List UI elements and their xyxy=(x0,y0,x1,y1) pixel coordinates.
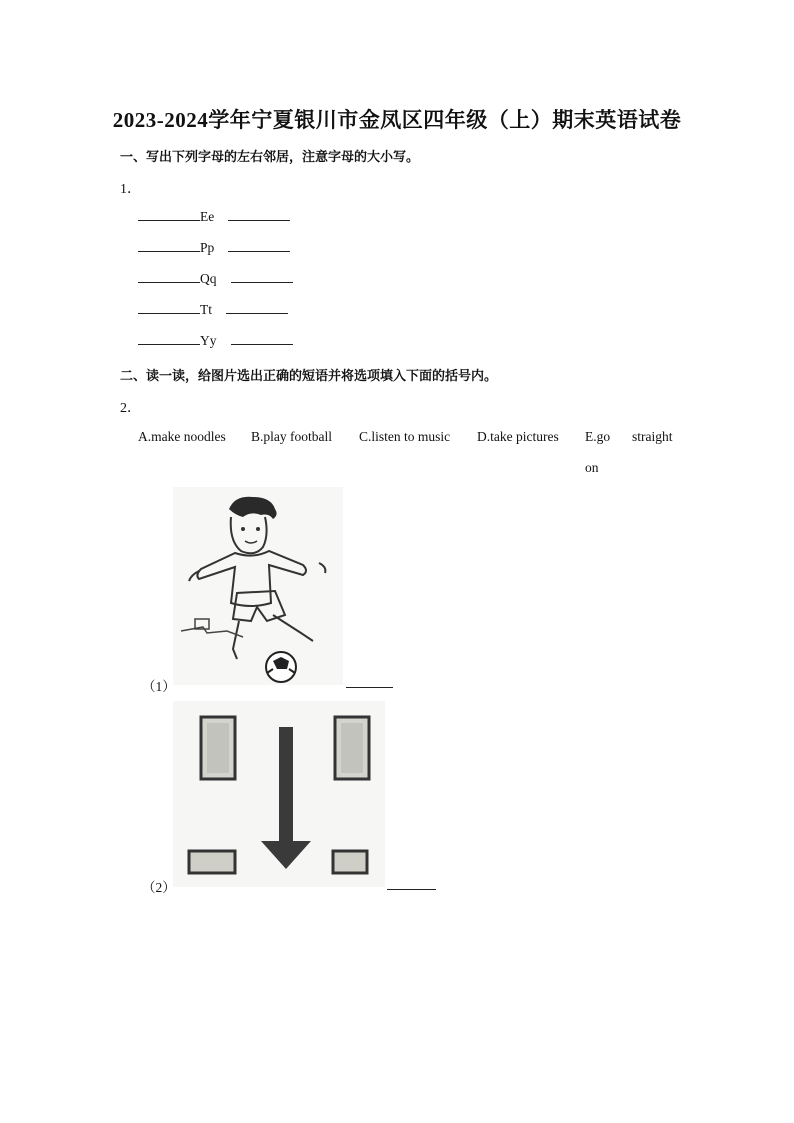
item-2-answer-blank[interactable] xyxy=(387,888,436,890)
letter-pair: Ee xyxy=(200,209,215,224)
item-2-label: （2） xyxy=(142,880,176,895)
letter-row xyxy=(138,209,290,225)
option-e-wrap: on xyxy=(585,460,599,475)
option-d: D.take pictures xyxy=(477,429,559,444)
section-2-heading: 二、读一读，给图片选出正确的短语并将选项填入下面的括号内。 xyxy=(120,368,498,383)
answer-blank-right[interactable] xyxy=(228,240,290,252)
answer-blank-left[interactable] xyxy=(138,209,200,221)
item-1-label: （1） xyxy=(142,679,176,694)
boy-kicking-ball-icon xyxy=(173,487,343,685)
letter-pair: Tt xyxy=(200,302,212,317)
page-title: 2023-2024学年宁夏银川市金凤区四年级（上）期末英语试卷 xyxy=(112,108,682,132)
letter-pair: Yy xyxy=(200,333,217,348)
option-a: A.make noodles xyxy=(138,429,226,444)
letter-row xyxy=(138,271,293,287)
question-1-number: 1． xyxy=(120,182,141,197)
answer-blank-right[interactable] xyxy=(231,271,293,283)
option-e-continued: straight xyxy=(632,429,673,444)
letter-pair: Qq xyxy=(200,271,217,286)
answer-blank-right[interactable] xyxy=(228,209,290,221)
question-2-number: 2． xyxy=(120,401,141,416)
letter-pair: Pp xyxy=(200,240,215,255)
answer-blank-left[interactable] xyxy=(138,271,200,283)
answer-blank-right[interactable] xyxy=(231,333,293,345)
item-1-answer-blank[interactable] xyxy=(346,686,393,688)
answer-blank-left[interactable] xyxy=(138,333,200,345)
option-c: C.listen to music xyxy=(359,429,451,444)
section-1-heading: 一、写出下列字母的左右邻居，注意字母的大小写。 xyxy=(120,149,420,164)
option-b: B.play football xyxy=(251,429,332,444)
answer-blank-left[interactable] xyxy=(138,302,200,314)
straight-arrow-picture xyxy=(173,701,385,887)
football-picture xyxy=(173,487,343,685)
letter-row xyxy=(138,333,293,349)
option-e: E.go xyxy=(585,429,611,444)
answer-blank-left[interactable] xyxy=(138,240,200,252)
letter-row xyxy=(138,302,288,318)
answer-blank-right[interactable] xyxy=(226,302,288,314)
go-straight-arrow-icon xyxy=(173,701,385,887)
letter-row xyxy=(138,240,290,256)
